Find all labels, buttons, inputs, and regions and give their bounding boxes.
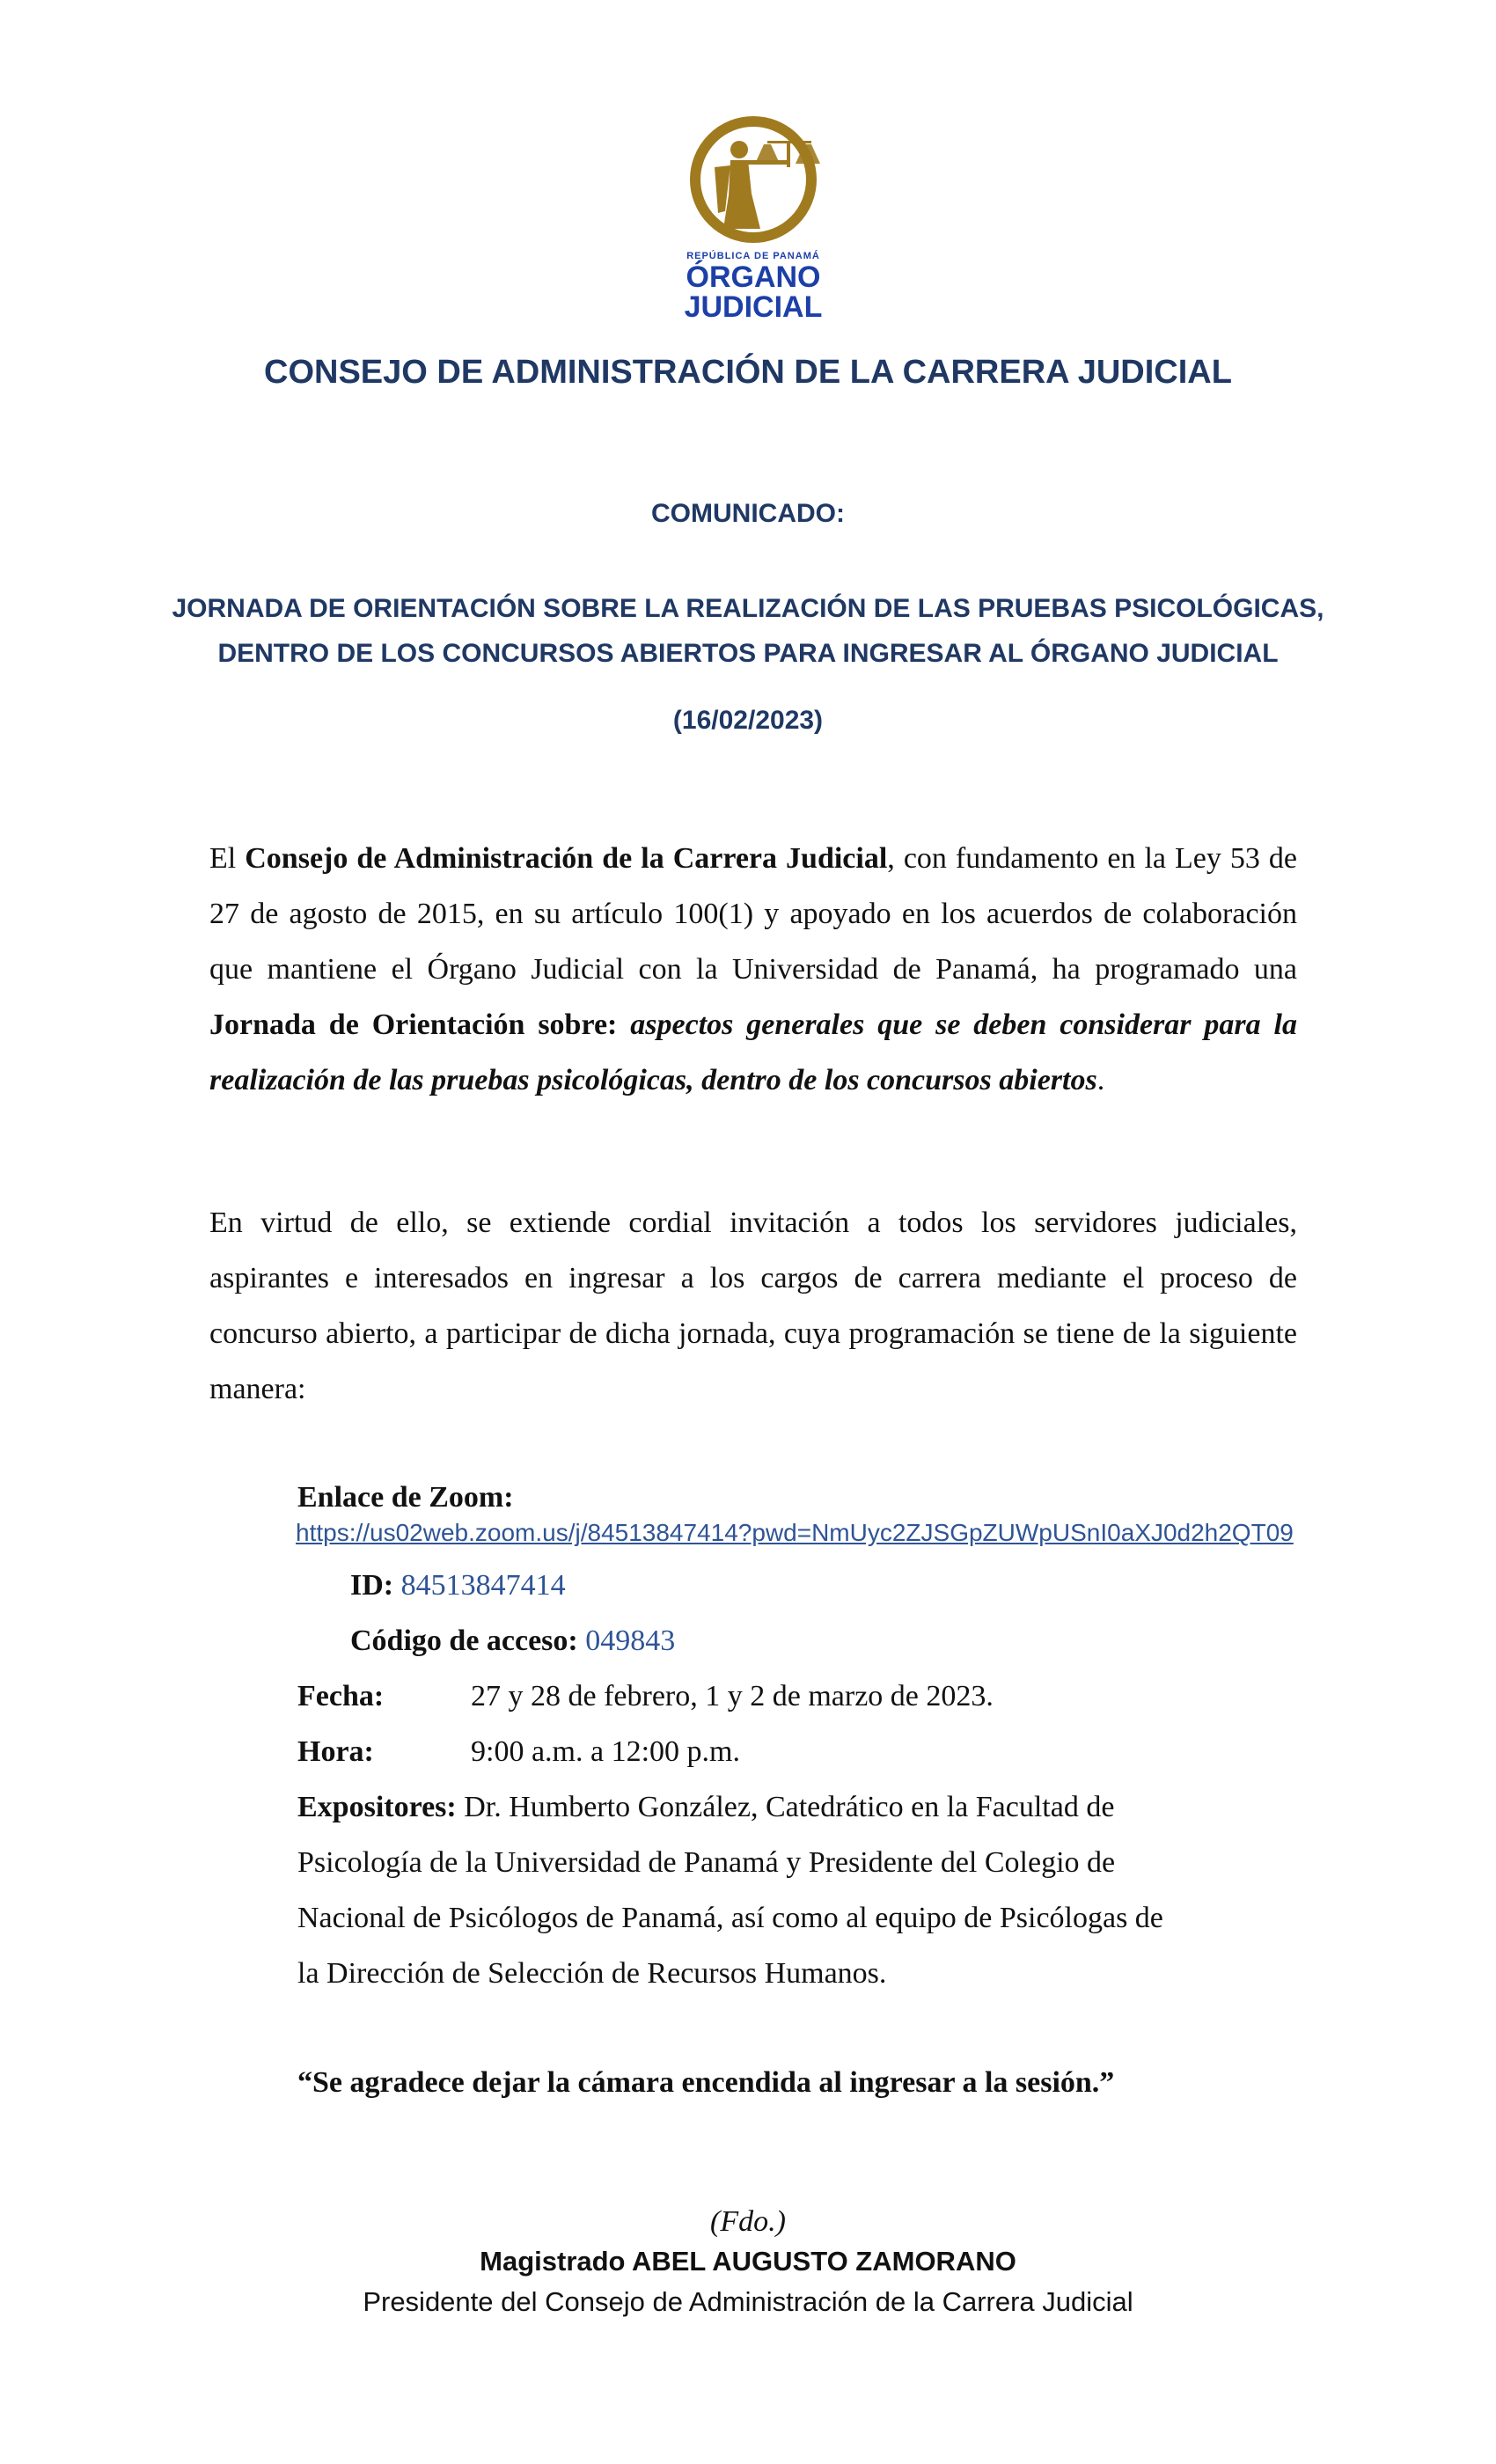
p1-bold-jornada: Jornada de Orientación sobre: [209,1008,618,1041]
code-label: Código de acceso: [350,1624,578,1657]
expositores-block [297,1779,1177,2001]
intro-paragraph [209,831,1297,1108]
p1-text-2: , con fundamento en la Ley 53 de 27 de agosto de 2015, en su artículo 100(1) y apoyado en los acuerdos de colaboración que mantiene el Órgano Judicial con la Universidad de Panamá, ha programado una [209,842,1298,986]
signatory-title: Presidente del Consejo de Administración de la Carrera Judicial [363,2286,1133,2317]
id-value: 84513847414 [400,1569,566,1602]
council-heading: CONSEJO DE ADMINISTRACIÓN DE LA CARRERA JUDICIAL [264,354,1232,391]
meeting-id-row [350,1568,566,1603]
title-line-1: JORNADA DE ORIENTACIÓN SOBRE LA REALIZACIÓN DE LAS PRUEBAS PSICOLÓGICAS, [172,594,1324,623]
camera-request-quote: “Se agradece dejar la cámara encendida al ingresar a la sesión.” [297,2066,1115,2099]
zoom-link[interactable]: https://us02web.zoom.us/j/84513847414?pwd=NmUyc2ZJSGpZUWpUSnI0aXJ0d2h2QT09 [296,1519,1294,1546]
code-value: 049843 [585,1624,676,1657]
expositores-value: Dr. Humberto González, Catedrático en la Facultad de Psicología de la Universidad de Panamá y Presidente del Colegio de Nacional de Psicólogos de Panamá, así como al equipo de Psicólogas de la Dirección de Selección de Recursos Humanos. [297,1791,1163,1990]
logo-text-main1: ÓRGANO [686,260,821,294]
p1-text-1: El [209,842,246,875]
communique-date: (16/02/2023) [672,706,824,735]
p1-bold-italic-topic: aspectos generales que se deben considerar para la realización de las pruebas psicológicas, dentro de los concursos abiertos [209,1008,1297,1096]
logo-text-top: REPÚBLICA DE PANAMÁ [686,251,820,261]
zoom-label: Enlace de Zoom: [297,1481,514,1514]
logo-text-main2: JUDICIAL [684,290,823,322]
p1-text-4: . [1096,1064,1105,1096]
hora-label: Hora: [297,1735,374,1768]
id-label: ID: [350,1569,394,1602]
comunicado-heading: COMUNICADO: [651,499,845,528]
access-code-row [350,1624,675,1659]
invitation-paragraph: En virtud de ello, se extiende cordial invitación a todos los servidores judiciales, aspirantes e interesados en ingresar a los cargos de carrera mediante el proceso de concurso abierto, a participar de dicha jornada, cuya programación se tiene de la siguiente manera: [209,1206,1297,1405]
p1-text-3 [617,1008,630,1041]
hora-value: 9:00 a.m. a 12:00 p.m. [471,1735,740,1768]
p1-bold-council: Consejo de Administración de la Carrera Judicial [245,842,888,875]
title-line-2: DENTRO DE LOS CONCURSOS ABIERTOS PARA INGRESAR AL ÓRGANO JUDICIAL [217,639,1279,668]
signed-mark: (Fdo.) [710,2205,786,2238]
organo-judicial-logo [664,114,843,322]
fecha-label: Fecha: [297,1680,385,1712]
signatory-name: Magistrado ABEL AUGUSTO ZAMORANO [480,2246,1016,2277]
fecha-value: 27 y 28 de febrero, 1 y 2 de marzo de 2023. [471,1680,994,1712]
justice-emblem-icon [664,114,843,322]
expositores-label: Expositores: [297,1791,457,1823]
